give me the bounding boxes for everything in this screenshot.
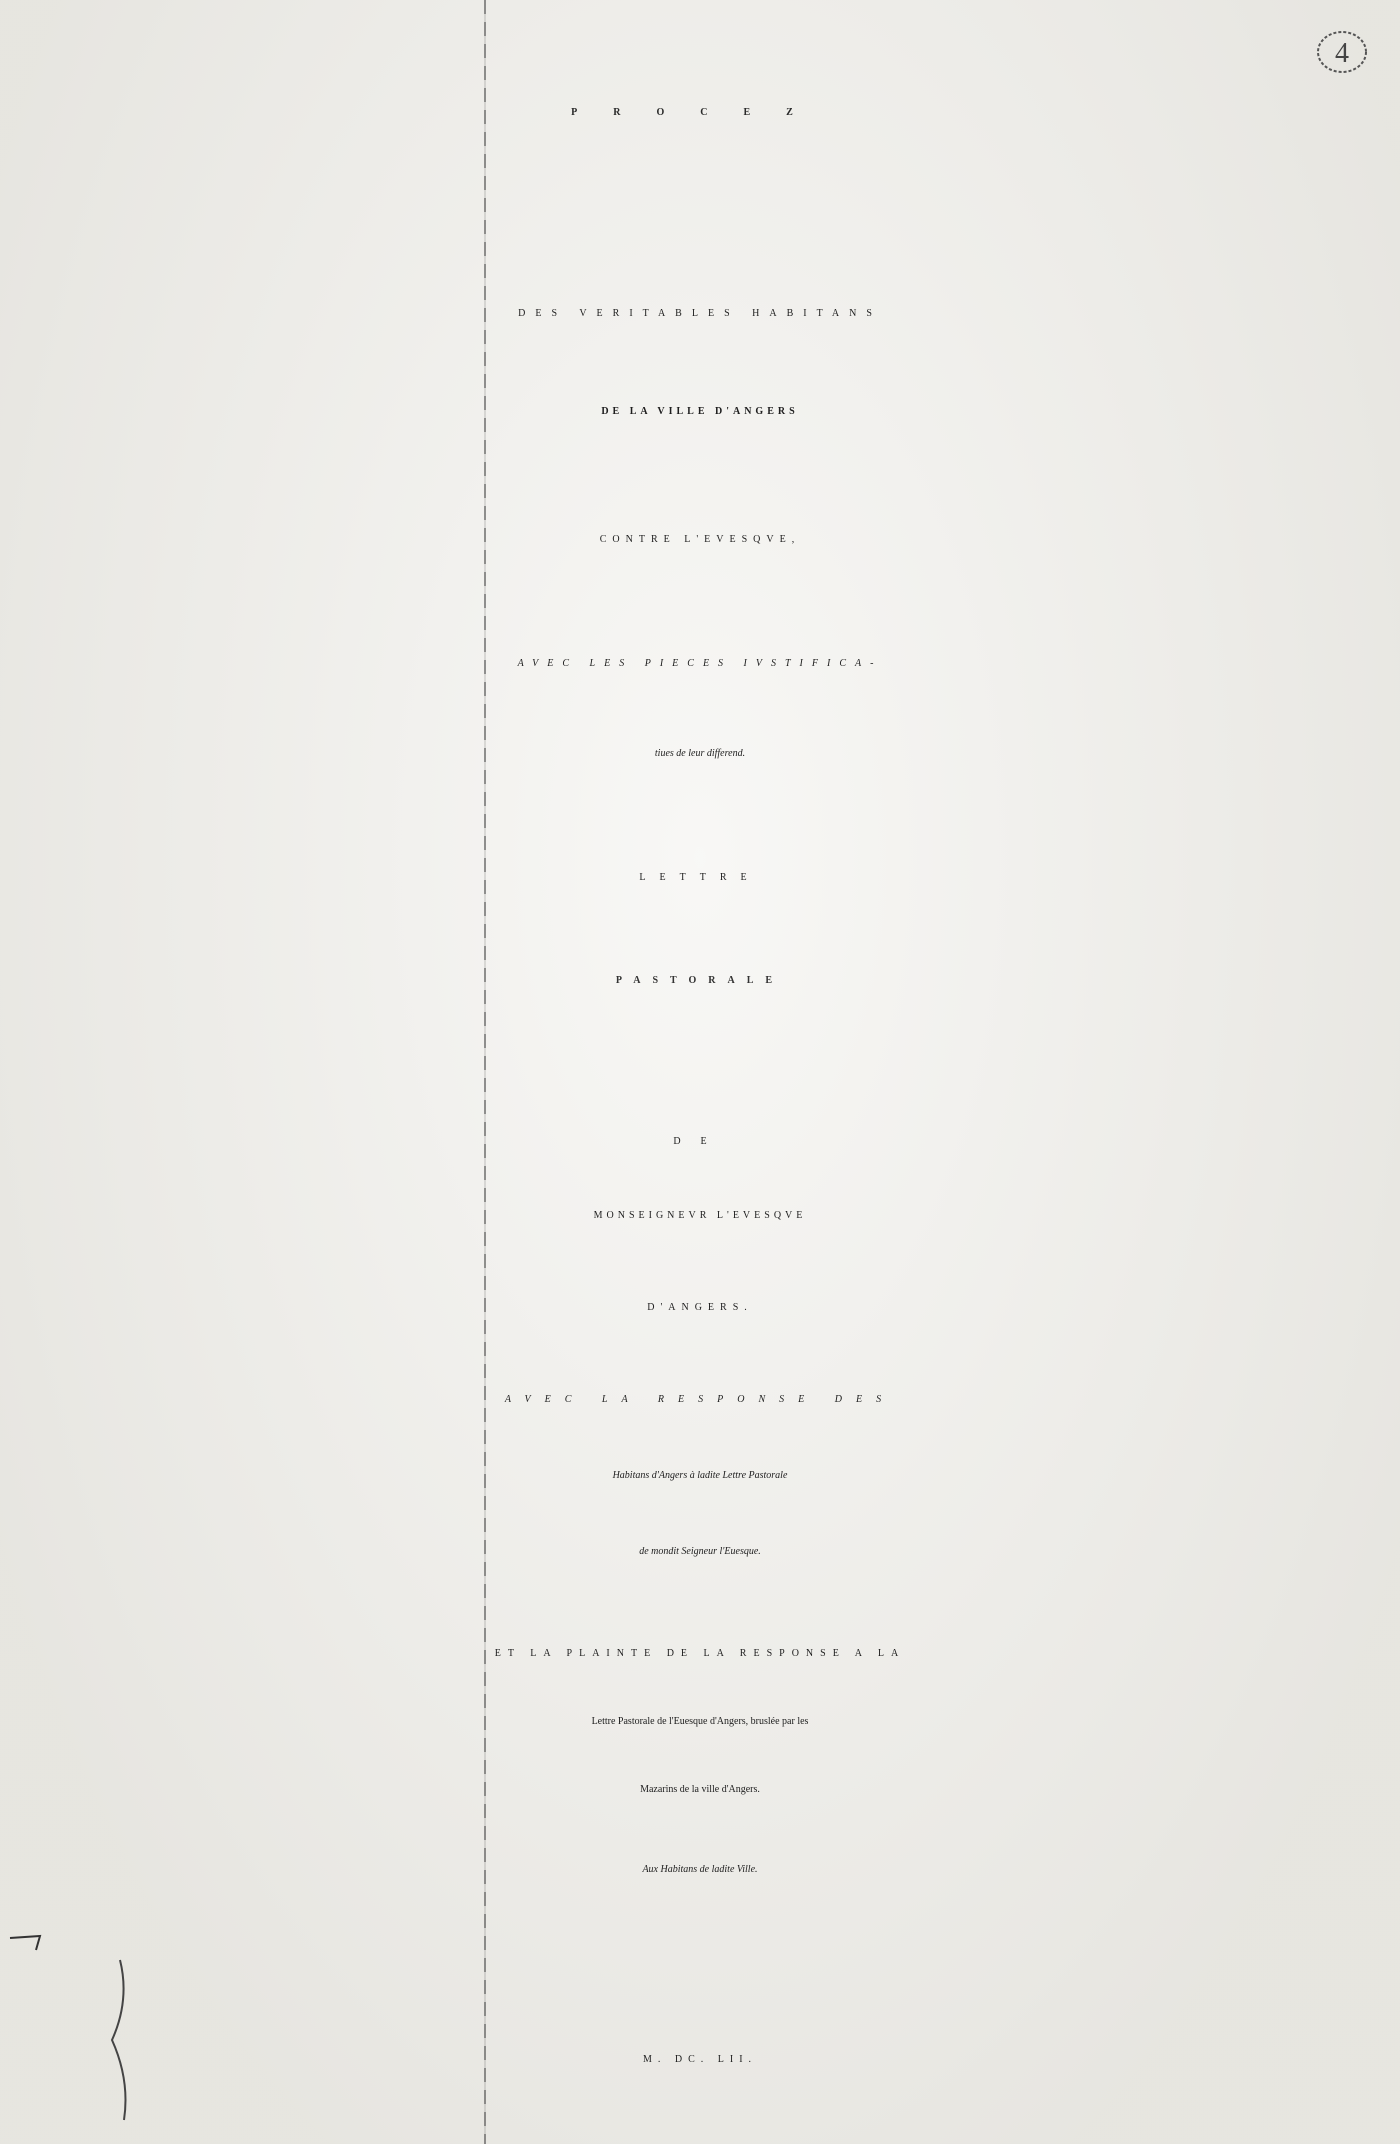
subtitle-pieces: AVEC LES PIECES IVSTIFICA- bbox=[517, 658, 883, 669]
subtitle-differend: tiues de leur differend. bbox=[654, 748, 746, 759]
heading-de: DE bbox=[673, 1136, 727, 1147]
heading-angers: D'ANGERS. bbox=[647, 1302, 753, 1313]
heading-lettre: LETTRE bbox=[639, 872, 761, 883]
page-fold-line bbox=[484, 0, 486, 2144]
subtitle-lettre-bruslee: Lettre Pastorale de l'Euesque d'Angers, bruslée par les bbox=[591, 1716, 809, 1727]
subtitle-seigneur: de mondit Seigneur l'Euesque. bbox=[639, 1546, 761, 1557]
title-pastorale: PASTORALE bbox=[615, 975, 785, 986]
subtitle-habitans: DES VERITABLES HABITANS bbox=[518, 308, 882, 319]
folio-number: 4 bbox=[1335, 38, 1349, 69]
subtitle-response: AVEC LA RESPONSE DES bbox=[504, 1394, 896, 1405]
subtitle-plainte: ET LA PLAINTE DE LA RESPONSE A LA bbox=[494, 1648, 906, 1659]
subtitle-aux-habitans: Aux Habitans de ladite Ville. bbox=[642, 1864, 758, 1875]
heading-monseigneur: MONSEIGNEVR L'EVESQVE bbox=[593, 1210, 807, 1221]
subtitle-ville-angers: DE LA VILLE D'ANGERS bbox=[601, 406, 799, 417]
subtitle-mazarins: Mazarins de la ville d'Angers. bbox=[640, 1784, 760, 1795]
folio-stamp bbox=[1312, 22, 1372, 82]
publication-date: M. DC. LII. bbox=[642, 2054, 758, 2065]
subtitle-habitans-angers: Habitans d'Angers à ladite Lettre Pastorale bbox=[612, 1470, 788, 1481]
title-procez: PROCEZ bbox=[571, 107, 829, 118]
margin-bracket-mark bbox=[0, 1930, 160, 2130]
subtitle-contre-evesque: CONTRE L'EVESQVE, bbox=[599, 534, 801, 545]
